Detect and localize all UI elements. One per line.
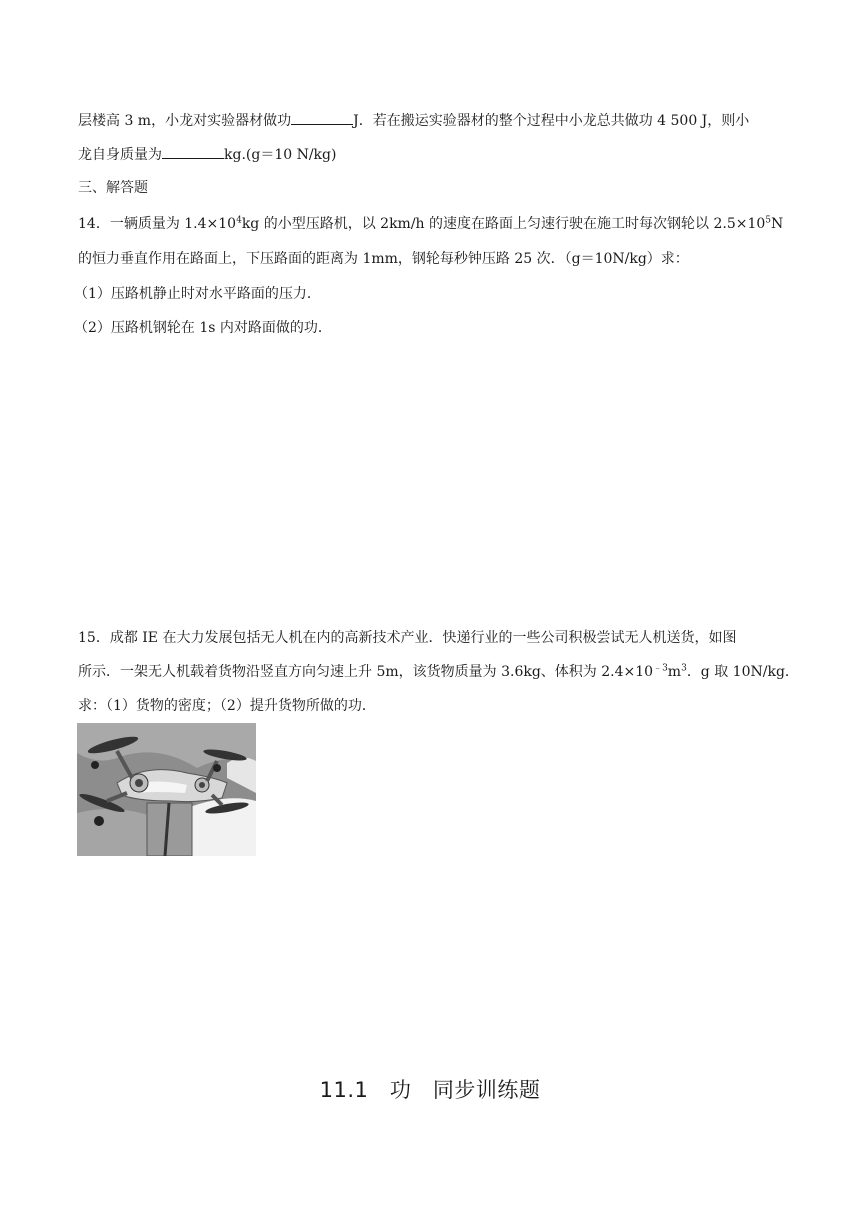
answer-blank-mass	[162, 144, 224, 159]
q14-line-2: 的恒力垂直作用在路面上，下压路面的距离为 1mm，钢轮每秒钟压路 25 次．（g＝10N/kg）求：	[78, 251, 689, 267]
q13-line-1: 层楼高 3 m，小龙对实验器材做功 J．若在搬运实验器材的整个过程中小龙总共做功 4 500 J，则小	[78, 110, 749, 131]
page-title: 11.1 功 同步训练题	[319, 1078, 541, 1102]
q14-sub-2: （2）压路机钢轮在 1s 内对路面做的功．	[74, 320, 332, 336]
q13-line-2: 龙自身质量为 kg.(g＝10 N/kg)	[78, 144, 336, 165]
q14-sub-1: （1）压路机静止时对水平路面的压力．	[74, 286, 321, 302]
q14-line-1: 14．一辆质量为 $1.4\times 10^4kg$ 的小型压路机，以 2km/h 的速度在路面上匀速行驶在施工时每次钢轮以 $2.5\times 10^5N$	[78, 215, 784, 232]
drone-photo	[77, 723, 256, 856]
q15-line-3: 求：（1）货物的密度；（2）提升货物所做的功．	[78, 698, 376, 714]
answer-blank-work	[291, 110, 353, 125]
section-heading: 三、解答题	[78, 180, 148, 196]
q15-line-2: 所示．一架无人机载着货物沿竖直方向匀速上升 5m，该货物质量为 3.6kg、体积为 $2.4\times 10^{﹣3}m^3$．g 取 10N/kg．	[78, 663, 799, 680]
q15-line-1: 15．成都 IE 在大力发展包括无人机在内的高新技术产业．快递行业的一些公司积极尝试无人机送货，如图	[78, 630, 737, 646]
